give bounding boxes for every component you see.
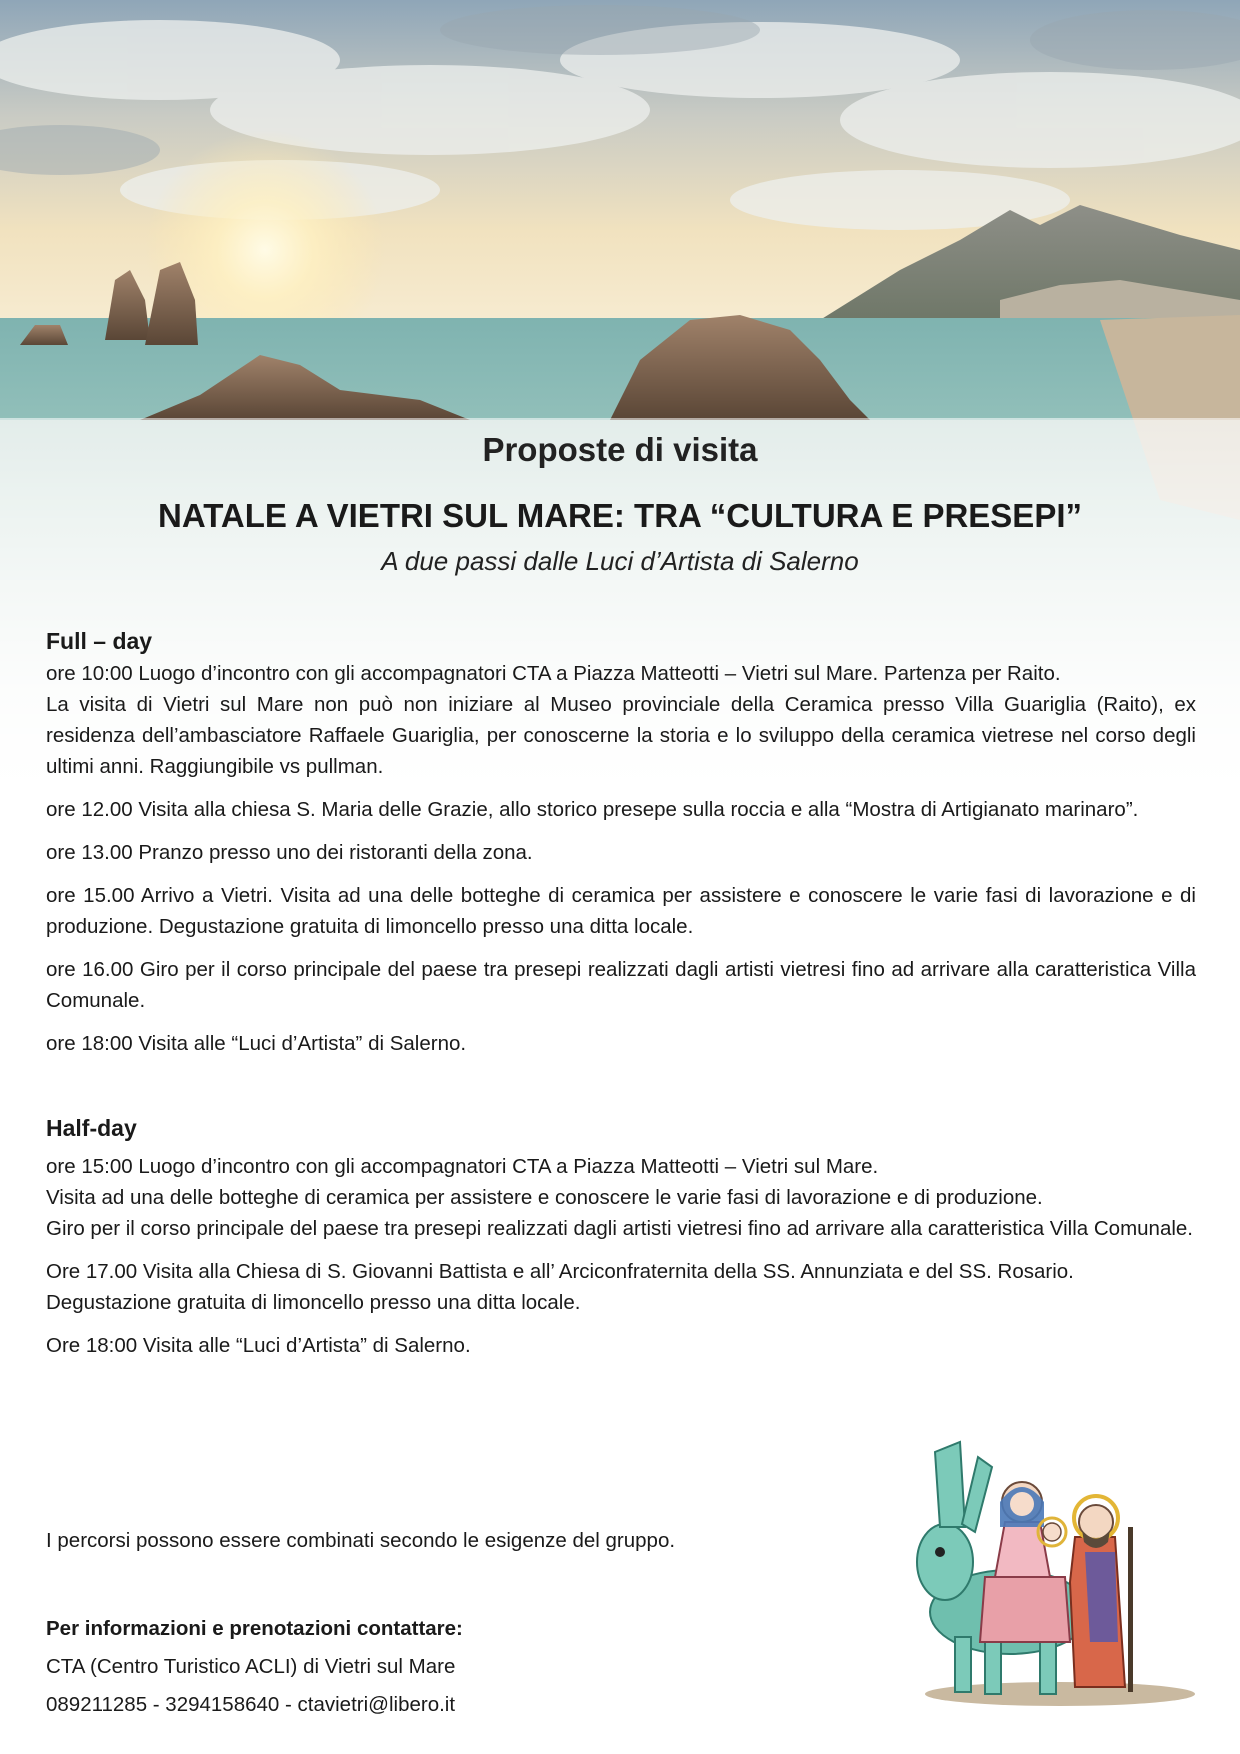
itinerary-content	[46, 624, 1196, 1373]
full-day-paragraph-1-line-1: ore 10:00 Luogo d’incontro con gli accompagnatori CTA a Piazza Matteotti – Vietri sul Mare. Partenza per Raito.	[46, 662, 1061, 685]
full-day-paragraph-6: ore 18:00 Visita alle “Luci d’Artista” di Salerno.	[46, 1032, 467, 1055]
full-day-paragraph-1-line-2: La visita di Vietri sul Mare non può non iniziare al Museo provinciale della Ceramica presso Villa Guariglia (Raito), ex residenza dell’ambasciatore Raffaele Guariglia, per conoscerne la storia e lo sviluppo della ceramica vietrese nel corso degli ultimi anni. Raggiungibile vs pullman.	[46, 693, 1196, 778]
page-kicker: Proposte di visita	[482, 431, 758, 468]
page-subtitle: A due passi dalle Luci d’Artista di Salerno	[381, 546, 859, 576]
full-day-paragraph-5: ore 16.00 Giro per il corso principale del paese tra presepi realizzati dagli artisti vietresi fino ad arrivare alla caratteristica Villa Comunale.	[46, 958, 1196, 1012]
full-day-paragraph-4: ore 15.00 Arrivo a Vietri. Visita ad una delle botteghe di ceramica per assistere e conoscere le varie fasi di lavorazione e di produzione. Degustazione gratuita di limoncello presso una ditta locale.	[46, 884, 1196, 938]
full-day-heading: Full – day	[46, 628, 153, 654]
ceramic-nativity-figurine-icon	[900, 1432, 1200, 1712]
half-day-paragraph-1-line-2: Visita ad una delle botteghe di ceramica per assistere e conoscere le varie fasi di lavorazione e di produzione.	[46, 1186, 1043, 1209]
half-day-paragraph-2-line-2: Degustazione gratuita di limoncello presso una ditta locale.	[46, 1291, 581, 1314]
combination-note: I percorsi possono essere combinati secondo le esigenze del gruppo.	[46, 1529, 676, 1552]
half-day-paragraph-1	[46, 1151, 1196, 1244]
contact-details: 089211285 - 3294158640 - ctavietri@libero.it	[46, 1693, 456, 1716]
half-day-paragraph-2-line-1: Ore 17.00 Visita alla Chiesa di S. Giovanni Battista e all’ Arciconfraternita della SS. Annunziata e del SS. Rosario.	[46, 1260, 1074, 1283]
half-day-heading: Half-day	[46, 1115, 137, 1141]
section-spacer	[46, 1071, 1196, 1111]
full-day-paragraph-2: ore 12.00 Visita alla chiesa S. Maria delle Grazie, allo storico presepe sulla roccia e alla “Mostra di Artigianato marinaro”.	[46, 798, 1139, 821]
nativity-figurine-image	[900, 1432, 1200, 1712]
page-title: NATALE A VIETRI SUL MARE: TRA “CULTURA E PRESEPI”	[157, 497, 1083, 534]
footer-spacer	[46, 1560, 846, 1610]
half-day-paragraph-1-line-3: Giro per il corso principale del paese tra presepi realizzati dagli artisti vietresi fino ad arrivare alla caratteristica Villa Comunale.	[46, 1217, 1193, 1240]
half-day-paragraph-2	[46, 1256, 1196, 1318]
full-day-paragraph-1	[46, 658, 1196, 782]
title-block	[0, 426, 1240, 578]
full-day-paragraph-3: ore 13.00 Pranzo presso uno dei ristoranti della zona.	[46, 841, 533, 864]
contact-organization: CTA (Centro Turistico ACLI) di Vietri sul Mare	[46, 1655, 456, 1678]
contact-heading: Per informazioni e prenotazioni contattare:	[46, 1617, 463, 1640]
half-day-paragraph-1-line-1: ore 15:00 Luogo d’incontro con gli accompagnatori CTA a Piazza Matteotti – Vietri sul Mare.	[46, 1155, 879, 1178]
half-day-paragraph-3: Ore 18:00 Visita alle “Luci d’Artista” di Salerno.	[46, 1334, 471, 1357]
contact-footer	[46, 1522, 846, 1724]
